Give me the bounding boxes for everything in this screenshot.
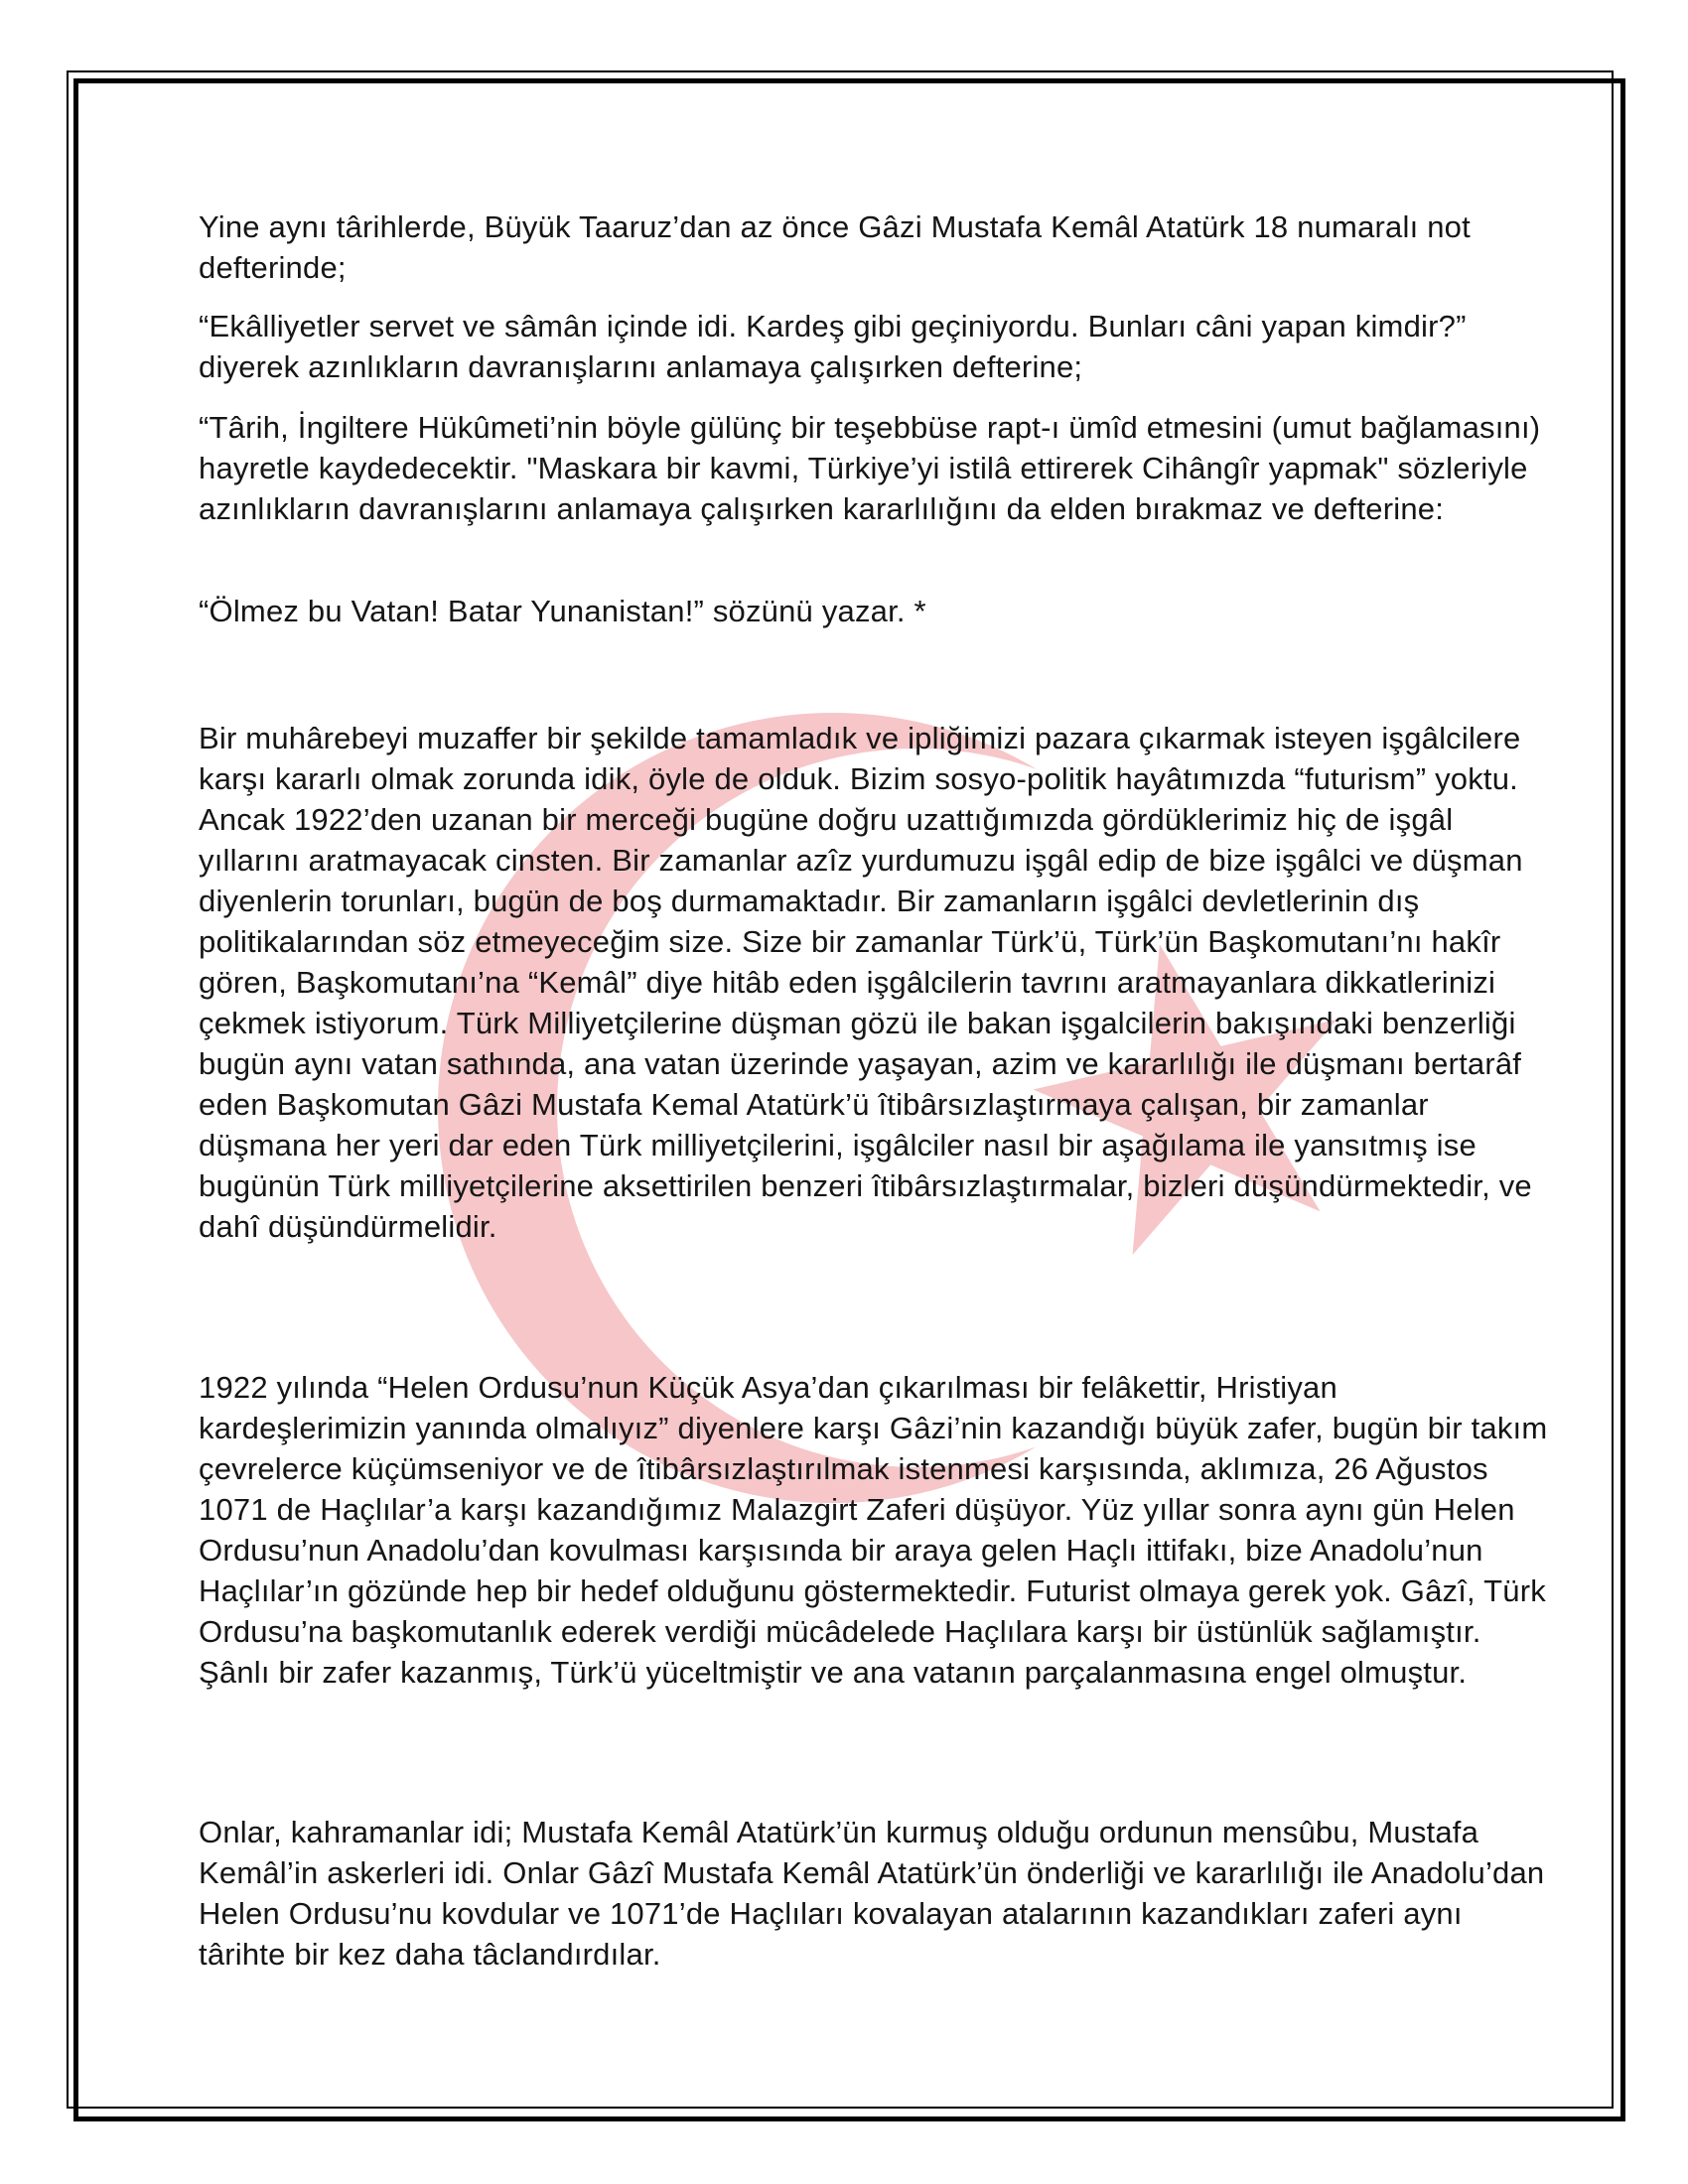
paragraph: 1922 yılında “Helen Ordusu’nun Küçük Asya’dan çıkarılması bir felâkettir, Hristiyan kardeşlerimizin yanında olmalıyız” diyenlere karşı Gâzi’nin kazandığı büyük zafer, bugün bir takım çevrelerce küçümseniyor ve de îtibârsızlaştırılmak istenmesi karşısında, aklımıza, 26 Ağustos 1071 de Haçlılar’a karşı kazandığımız Malazgirt Zaferi düşüyor. Yüz yıllar sonra aynı gün Helen Ordusu’nun Anadolu’dan kovulması karşısında bir araya gelen Haçlı ittifakı, bize Anadolu’nun Haçlılar’ın gözünde hep bir hedef olduğunu göstermektedir. Futurist olmaya gerek yok. Gâzî, Türk Ordusu’na başkomutanlık ederek verdiği mücâdelede Haçlılara karşı bir üstünlük sağlamıştır. Şânlı bir zafer kazanmış, Türk’ü yüceltmiştir ve ana vatanın parçalanmasına engel olmuştur. (199, 1370, 1548, 1690)
paragraph: “Ölmez bu Vatan! Batar Yunanistan!” sözünü yazar. * (199, 594, 926, 628)
paragraph: Bir muhârebeyi muzaffer bir şekilde tamamladık ve ipliğimizi pazara çıkarmak isteyen işgâlcilere karşı kararlı olmak zorunda idik, öyle de olduk. Bizim sosyo-politik hayâtımızda “futurism” yoktu. Ancak 1922’den uzanan bir merceği bugüne doğru uzattığımızda gördüklerimiz hiç de işgâl yıllarını aratmayacak cinsten. Bir zamanlar azîz yurdumuzu işgâl edip de bize işgâlci ve düşman diyenlerin torunları, bugün de boş durmamaktadır. Bir zamanların işgâlci devletlerinin dış politikalarından söz etmeyeceğim size. Size bir zamanlar Türk’ü, Türk’ün Başkomutanı’nı hakîr gören, Başkomutanı’na “Kemâl” diye hitâb eden işgâlcilerin tavrını aratmayanlara dikkatlerinizi çekmek istiyorum. Türk Milliyetçilerine düşman gözü ile bakan işgalcilerin bakışındaki benzerliği bugün aynı vatan sathında, ana vatan üzerinde yaşayan, azim ve kararlılığı ile düşmanı bertarâf eden Başkomutan Gâzi Mustafa Kemal Atatürk’ü îtibârsızlaştırmaya çalışan, bir zamanlar düşmana her yeri dar eden Türk milliyetçilerini, işgâlciler nasıl bir aşağılama ile yansıtmış ise bugünün Türk milliyetçilerine aksettirilen benzeri îtibârsızlaştırmalar, bizleri düşündürmektedir, ve dahî düşündürmelidir. (199, 721, 1532, 1244)
paragraph: Onlar, kahramanlar idi; Mustafa Kemâl Atatürk’ün kurmuş olduğu ordunun mensûbu, Mustafa Kemâl’in askerleri idi. Onlar Gâzî Mustafa Kemâl Atatürk’ün önderliği ve kararlılığı ile Anadolu’dan Helen Ordusu’nu kovdular ve 1071’de Haçlıları kovalayan atalarının kazandıkları zaferi aynı târihte bir kez daha tâclandırdılar. (199, 1815, 1545, 1972)
paragraph: “Târih, İngiltere Hükûmeti’nin böyle gülünç bir teşebbüse rapt-ı ümîd etmesini (umut bağlamasını) hayretle kaydedecektir. "Maskara bir kavmi, Türkiye’yi istilâ ettirerek Cihângîr yapmak" sözleriyle azınlıkların davranışlarını anlamaya çalışırken kararlılığını da elden bırakmaz ve defterine: (199, 410, 1541, 526)
paragraph: “Ekâlliyetler servet ve sâmân içinde idi. Kardeş gibi geçiniyordu. Bunları câni yapan kimdir?” diyerek azınlıkların davranışlarını anlamaya çalışırken defterine; (199, 309, 1467, 384)
paragraph: Yine aynı târihlerde, Büyük Taaruz’dan az önce Gâzi Mustafa Kemâl Atatürk 18 numaralı not defterinde; (199, 209, 1471, 285)
